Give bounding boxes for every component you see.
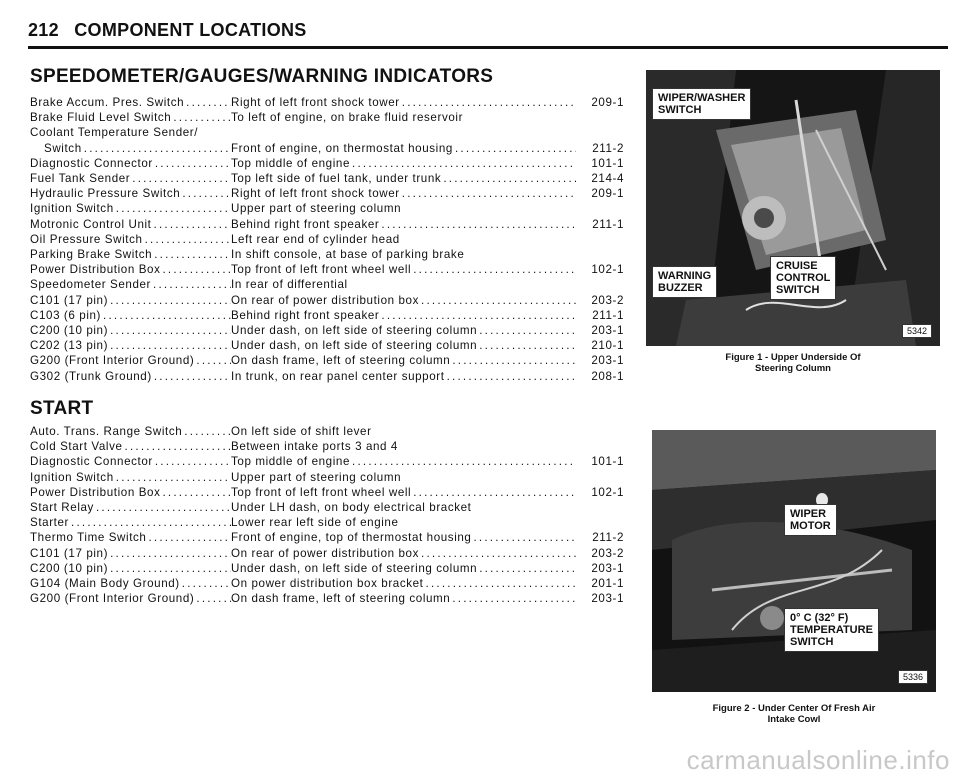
location-cell [231, 323, 576, 338]
location-text: Top middle of engine [231, 455, 350, 469]
dot-leader [155, 454, 231, 469]
component-name: C202 (13 pin) [30, 339, 109, 353]
location-text: Under dash, on left side of steering column [231, 561, 478, 575]
header-rule [28, 46, 948, 49]
callout-wiper-washer-switch: WIPER/WASHER SWITCH [652, 88, 751, 120]
location-text: Upper part of steering column [231, 202, 402, 216]
page-title: COMPONENT LOCATIONS [74, 20, 307, 40]
dot-leader [421, 293, 576, 308]
table-row [30, 110, 630, 125]
component-cell [30, 247, 231, 262]
component-name: Coolant Temperature Sender/ [30, 126, 199, 140]
table-row [30, 293, 630, 308]
component-cell [30, 141, 231, 156]
figure-reference: 211-2 [592, 531, 624, 545]
dot-leader [110, 293, 231, 308]
location-cell [231, 576, 576, 591]
component-cell [30, 201, 231, 216]
location-cell [231, 353, 576, 368]
component-cell [30, 576, 231, 591]
dot-leader [352, 454, 576, 469]
location-cell [231, 262, 576, 277]
dot-leader [402, 95, 576, 110]
location-text: On rear of power distribution box [231, 293, 419, 307]
table-row [30, 262, 630, 277]
table-row [30, 515, 630, 530]
dot-leader [116, 470, 231, 485]
table-row [30, 500, 630, 515]
dot-leader [103, 308, 231, 323]
component-cell [30, 561, 231, 576]
dot-leader [413, 262, 576, 277]
table-row [30, 439, 630, 454]
table-row [30, 424, 630, 439]
component-cell [30, 353, 231, 368]
table-row [30, 485, 630, 500]
component-name: Speedometer Sender [30, 278, 152, 292]
dot-leader [479, 323, 576, 338]
component-cell [30, 424, 231, 439]
dot-leader [479, 338, 576, 353]
location-text: On dash frame, left of steering column [231, 592, 451, 606]
dot-leader [110, 338, 231, 353]
component-name: C200 (10 pin) [30, 561, 109, 575]
component-cell [30, 217, 231, 232]
figure-2-illustration [652, 430, 936, 692]
location-cell [231, 500, 576, 515]
location-cell [231, 201, 576, 216]
figure-reference: 201-1 [591, 577, 624, 591]
component-name: C200 (10 pin) [30, 324, 109, 338]
location-text: On left side of shift lever [231, 425, 372, 438]
location-text: Top left side of fuel tank, under trunk [231, 172, 442, 186]
table-row [30, 232, 630, 247]
location-cell [231, 369, 576, 384]
table-row [30, 156, 630, 171]
location-text: Front of engine, top of thermostat housing [231, 531, 472, 545]
location-text: Top front of left front wheel well [231, 485, 412, 499]
location-cell [231, 530, 576, 545]
component-cell [30, 454, 231, 469]
table-row [30, 186, 630, 201]
location-cell [231, 485, 576, 500]
component-name: Power Distribution Box [30, 263, 161, 277]
table-row [30, 95, 630, 110]
location-cell [231, 561, 576, 576]
location-text: Top middle of engine [231, 156, 350, 170]
table-row [30, 576, 630, 591]
dot-leader [96, 500, 231, 515]
component-name: Ignition Switch [30, 202, 114, 216]
figure-reference: 203-1 [591, 354, 624, 368]
component-name: Parking Brake Switch [30, 248, 153, 262]
figure-reference: 209-1 [591, 96, 624, 109]
figure-reference: 211-1 [592, 217, 624, 231]
dot-leader [452, 591, 576, 606]
figure-2-photo [652, 430, 936, 692]
figure-reference: 208-1 [591, 369, 624, 383]
table-row [30, 353, 630, 368]
dot-leader [110, 561, 231, 576]
component-name: G200 (Front Interior Ground) [30, 592, 195, 606]
location-cell [231, 454, 576, 469]
location-cell [231, 439, 576, 454]
dot-leader [153, 277, 231, 292]
figure-2-photo-id: 5336 [898, 670, 928, 684]
component-name: Starter [30, 516, 69, 530]
location-cell [231, 591, 576, 606]
table-row [30, 171, 630, 186]
page-number: 212 [28, 20, 59, 40]
location-cell [231, 277, 576, 292]
location-text: Right of left front shock tower [231, 96, 400, 109]
figure-reference: 211-2 [592, 141, 624, 155]
figure-reference: 101-1 [591, 455, 624, 469]
dot-leader [196, 353, 231, 368]
figure-reference: 211-1 [592, 308, 624, 322]
dot-leader [426, 576, 576, 591]
figure-reference: 210-1 [591, 339, 624, 353]
dot-leader [196, 591, 231, 606]
component-cell [30, 515, 231, 530]
figure-1-caption: Figure 1 - Upper Underside Of Steering Column [725, 352, 861, 374]
dot-leader [154, 369, 231, 384]
dot-leader [447, 369, 576, 384]
component-name: Switch [44, 141, 82, 155]
component-name: Power Distribution Box [30, 485, 161, 499]
dot-leader [352, 156, 576, 171]
component-cell [30, 500, 231, 515]
component-table-start [30, 424, 630, 606]
callout-wiper-motor: WIPER MOTOR [784, 504, 837, 536]
location-cell [231, 110, 576, 125]
component-cell [30, 262, 231, 277]
component-cell [30, 171, 231, 186]
table-row [30, 338, 630, 353]
table-row [30, 323, 630, 338]
dot-leader [162, 262, 231, 277]
dot-leader [154, 247, 231, 262]
component-name: Diagnostic Connector [30, 455, 153, 469]
location-cell [231, 141, 576, 156]
location-text: On dash frame, left of steering column [231, 354, 451, 368]
dot-leader [182, 576, 231, 591]
location-text: Behind right front speaker [231, 217, 380, 231]
location-text: Lower rear left side of engine [231, 516, 399, 530]
table-row [30, 217, 630, 232]
table-row [30, 277, 630, 292]
location-text: To left of engine, on brake fluid reservoir [231, 111, 464, 125]
table-row [30, 201, 630, 216]
component-name: Cold Start Valve [30, 440, 123, 454]
component-cell [30, 125, 231, 140]
dot-leader [182, 186, 231, 201]
table-row [30, 125, 630, 140]
component-cell [30, 369, 231, 384]
dot-leader [443, 171, 576, 186]
table-row [30, 546, 630, 561]
dot-leader [184, 424, 231, 439]
section-title-speedometer: SPEEDOMETER/GAUGES/WARNING INDICATORS [30, 66, 494, 87]
location-cell [231, 424, 576, 439]
figure-reference: 203-1 [591, 324, 624, 338]
dot-leader [154, 217, 232, 232]
dot-leader [402, 186, 576, 201]
figure-reference: 214-4 [591, 172, 624, 186]
page-header [28, 20, 307, 41]
location-cell [231, 470, 576, 485]
component-name: Ignition Switch [30, 470, 114, 484]
component-cell [30, 110, 231, 125]
location-cell [231, 308, 576, 323]
callout-warning-buzzer: WARNING BUZZER [652, 266, 717, 298]
location-text: In rear of differential [231, 278, 348, 292]
table-row [30, 369, 630, 384]
location-cell [231, 338, 576, 353]
location-text: Front of engine, on thermostat housing [231, 141, 453, 155]
location-cell [231, 546, 576, 561]
location-cell [231, 217, 576, 232]
dot-leader [473, 530, 576, 545]
location-cell [231, 186, 576, 201]
figure-2-caption: Figure 2 - Under Center Of Fresh Air Intake Cowl [712, 703, 876, 725]
dot-leader [84, 141, 231, 156]
component-name: Thermo Time Switch [30, 531, 147, 545]
table-row [30, 308, 630, 323]
component-name: Brake Accum. Pres. Switch [30, 96, 185, 109]
location-text: Right of left front shock tower [231, 187, 400, 201]
dot-leader [186, 95, 231, 110]
location-text: Under LH dash, on body electrical bracket [231, 501, 472, 515]
location-text: Under dash, on left side of steering column [231, 339, 478, 353]
component-cell [30, 95, 231, 110]
component-cell [30, 530, 231, 545]
table-row [30, 454, 630, 469]
section-title-start: START [30, 398, 94, 419]
location-cell [231, 515, 576, 530]
component-name: Oil Pressure Switch [30, 232, 143, 246]
component-cell [30, 338, 231, 353]
dot-leader [162, 485, 231, 500]
dot-leader [155, 156, 231, 171]
component-cell [30, 293, 231, 308]
dot-leader [110, 546, 231, 561]
callout-temperature-switch: 0° C (32° F) TEMPERATURE SWITCH [784, 608, 879, 652]
figure-1-photo-id: 5342 [902, 324, 932, 338]
location-cell [231, 293, 576, 308]
dot-leader [452, 353, 576, 368]
dot-leader [413, 485, 576, 500]
location-cell [231, 232, 576, 247]
table-row [30, 247, 630, 262]
dot-leader [116, 201, 231, 216]
dot-leader [173, 110, 231, 125]
dot-leader [132, 171, 231, 186]
figure-reference: 203-1 [591, 592, 624, 606]
component-cell [30, 485, 231, 500]
location-text: Upper part of steering column [231, 470, 402, 484]
location-text: In shift console, at base of parking brake [231, 248, 465, 262]
location-cell [231, 95, 576, 110]
table-row [30, 591, 630, 606]
component-name: C103 (6 pin) [30, 308, 101, 322]
component-cell [30, 308, 231, 323]
dot-leader [110, 323, 231, 338]
component-cell [30, 470, 231, 485]
location-text: Under dash, on left side of steering column [231, 324, 478, 338]
dot-leader [381, 217, 576, 232]
location-cell [231, 171, 576, 186]
component-cell [30, 277, 231, 292]
figure-reference: 101-1 [591, 156, 624, 170]
dot-leader [125, 439, 231, 454]
location-text: Top front of left front wheel well [231, 263, 412, 277]
location-text: Between intake ports 3 and 4 [231, 440, 398, 454]
dot-leader [421, 546, 576, 561]
component-cell [30, 591, 231, 606]
component-table-speedometer [30, 95, 630, 384]
table-row [30, 561, 630, 576]
dot-leader [145, 232, 231, 247]
component-name: C101 (17 pin) [30, 293, 109, 307]
component-cell [30, 232, 231, 247]
figure-1-photo [646, 70, 940, 346]
dot-leader [71, 515, 231, 530]
figure-reference: 102-1 [591, 263, 624, 277]
table-row [30, 530, 630, 545]
component-name: Hydraulic Pressure Switch [30, 187, 181, 201]
figure-reference: 102-1 [591, 485, 624, 499]
location-text: Behind right front speaker [231, 308, 380, 322]
component-name: Brake Fluid Level Switch [30, 111, 172, 125]
component-cell [30, 439, 231, 454]
component-name: Diagnostic Connector [30, 156, 153, 170]
figure-reference: 203-2 [591, 293, 624, 307]
location-text: Left rear end of cylinder head [231, 232, 400, 246]
component-name: G104 (Main Body Ground) [30, 577, 180, 591]
component-name: C101 (17 pin) [30, 546, 109, 560]
component-name: Auto. Trans. Range Switch [30, 425, 183, 438]
component-name: Start Relay [30, 501, 94, 515]
dot-leader [148, 530, 231, 545]
figure-reference: 209-1 [591, 187, 624, 201]
component-name: Motronic Control Unit [30, 217, 152, 231]
component-cell [30, 323, 231, 338]
table-row [30, 470, 630, 485]
figure-reference: 203-1 [591, 561, 624, 575]
location-cell [231, 156, 576, 171]
table-row [30, 141, 630, 156]
callout-cruise-control-switch: CRUISE CONTROL SWITCH [770, 256, 836, 300]
component-cell [30, 156, 231, 171]
component-name: Fuel Tank Sender [30, 172, 131, 186]
dot-leader [381, 308, 576, 323]
component-cell [30, 546, 231, 561]
dot-leader [455, 141, 576, 156]
figure-reference: 203-2 [591, 546, 624, 560]
dot-leader [479, 561, 576, 576]
location-text: On rear of power distribution box [231, 546, 419, 560]
component-cell [30, 186, 231, 201]
watermark: carmanualsonline.info [686, 745, 950, 775]
location-text: In trunk, on rear panel center support [231, 369, 445, 383]
location-cell [231, 247, 576, 262]
location-text: On power distribution box bracket [231, 577, 424, 591]
component-name: G302 (Trunk Ground) [30, 369, 152, 383]
component-name: G200 (Front Interior Ground) [30, 354, 195, 368]
